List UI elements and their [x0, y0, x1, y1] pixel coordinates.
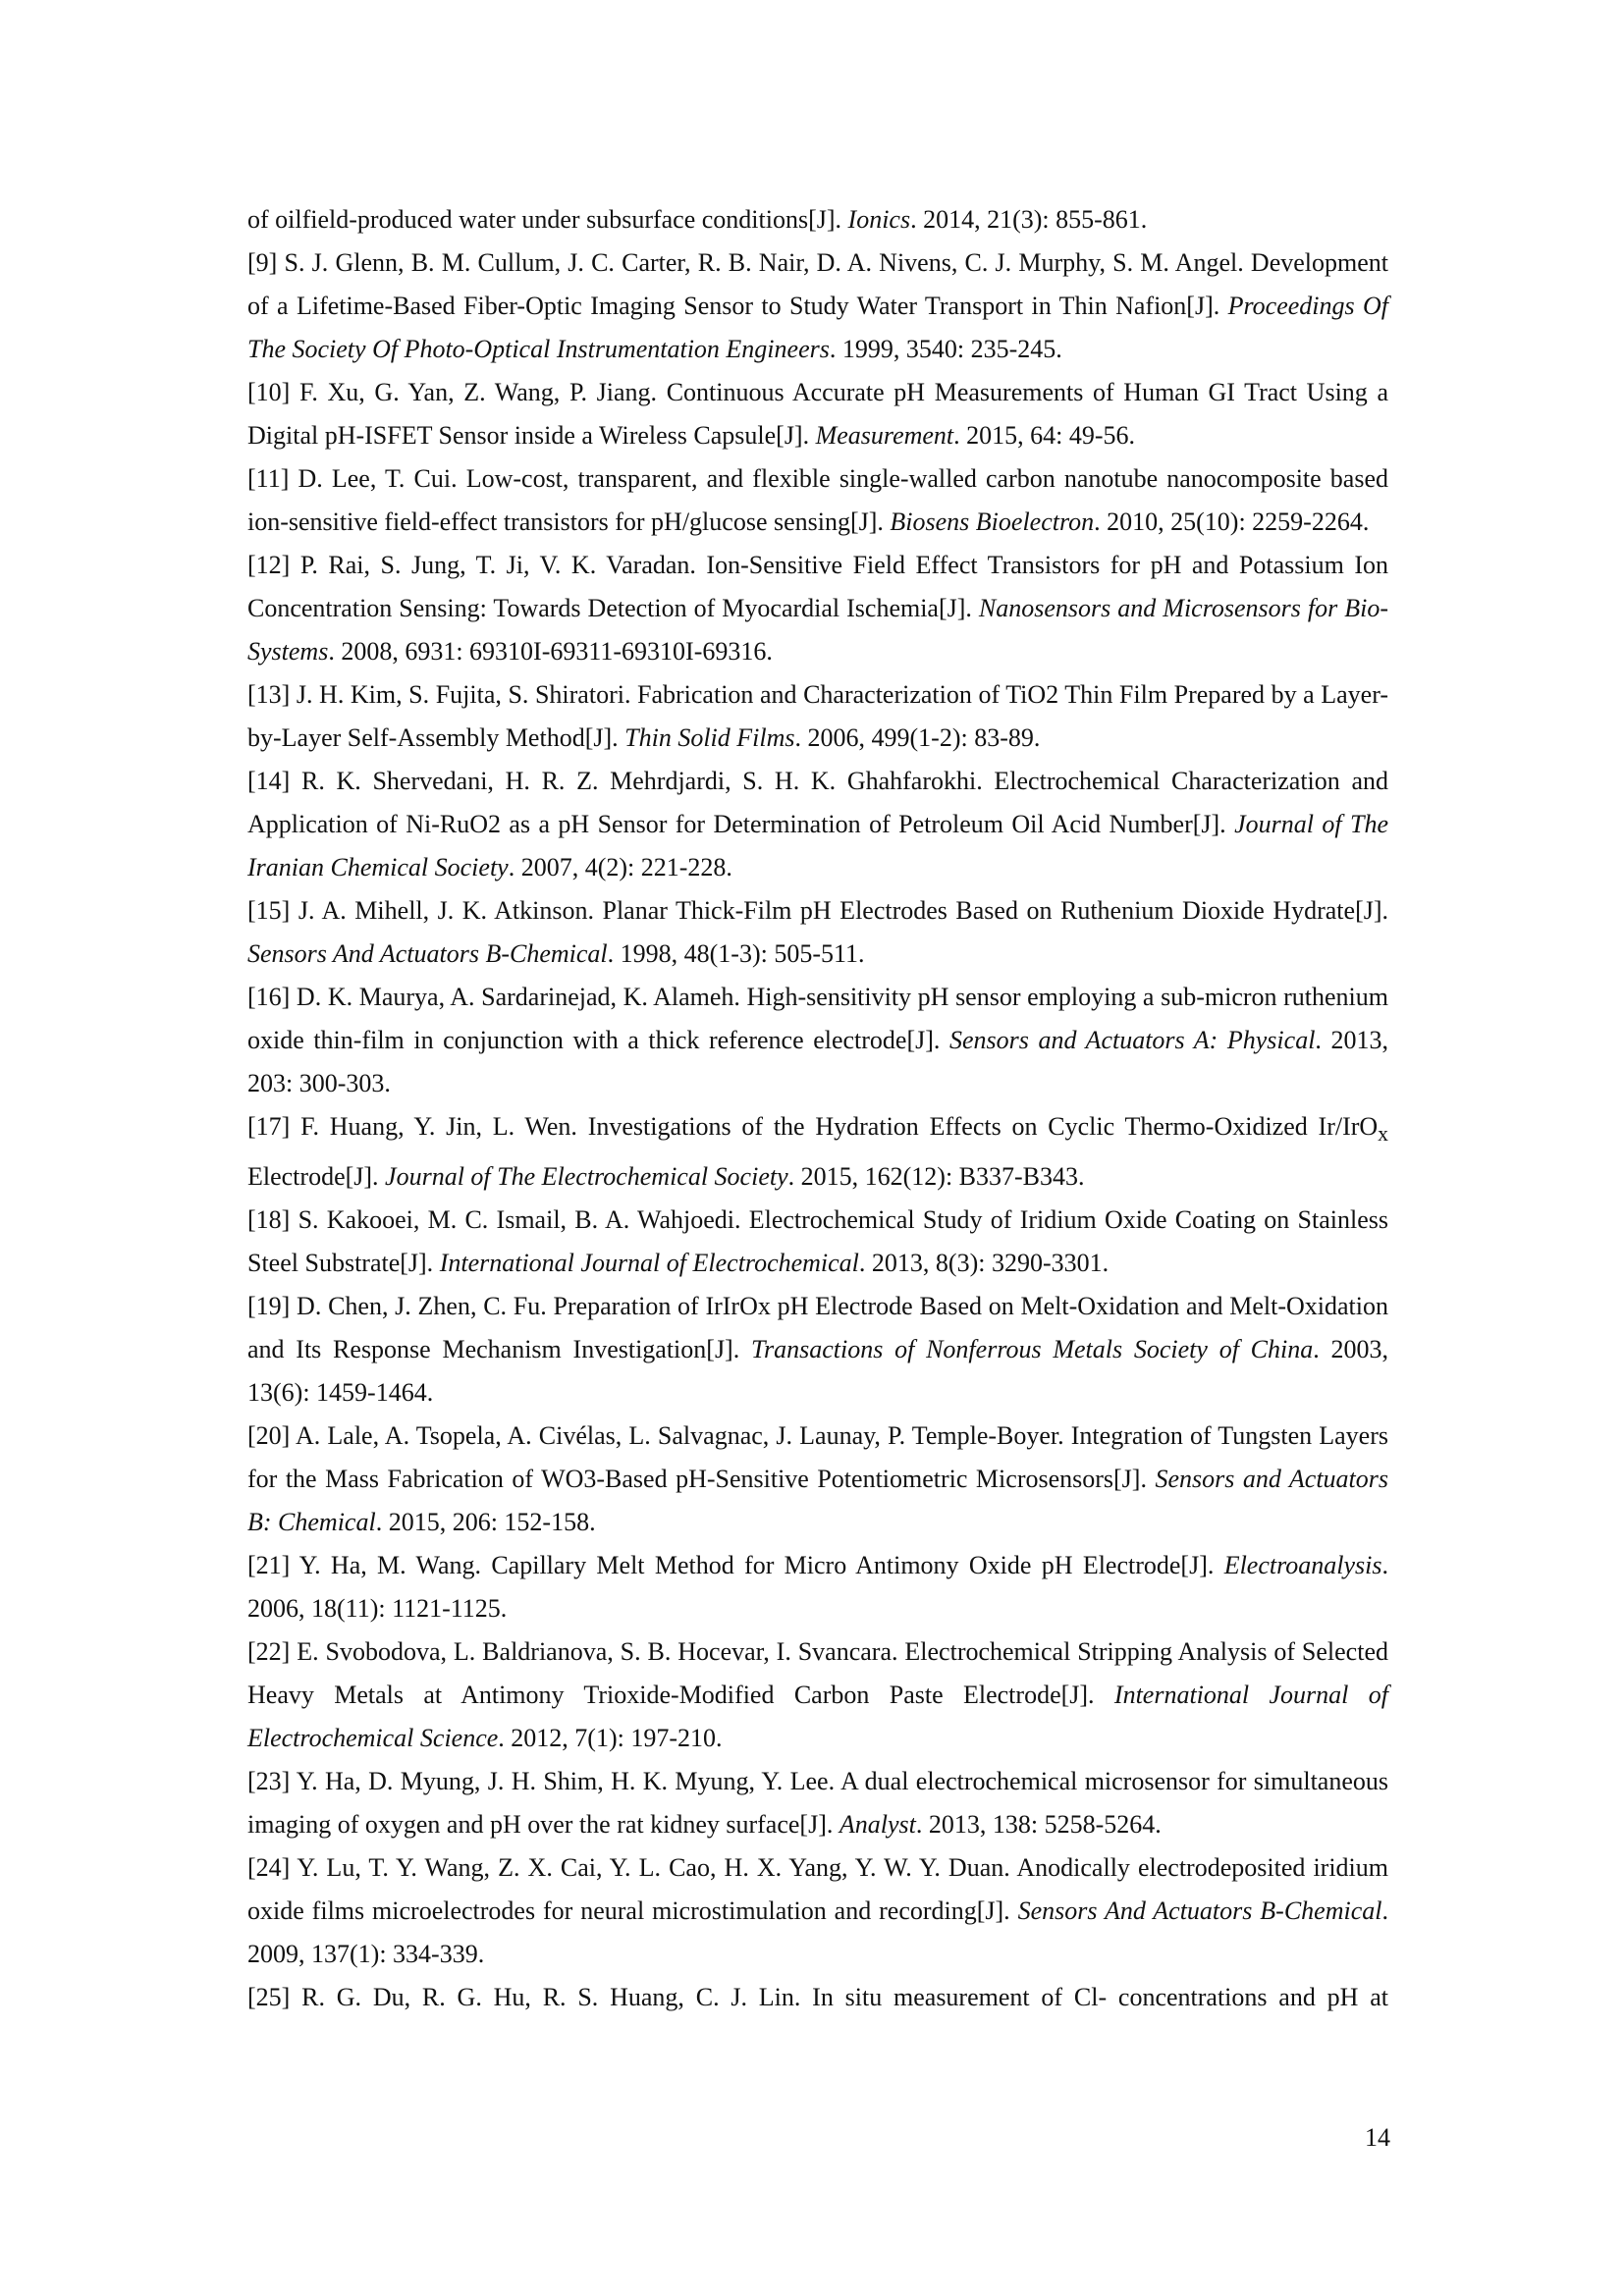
journal-title: International Journal of Electrochemical	[439, 1249, 859, 1278]
reference-entry: [15] J. A. Mihell, J. K. Atkinson. Planar Thick-Film pH Electrodes Based on Ruthenium Dioxide Hydrate[J]. Sensors And Actuators B-Chemical. 1998, 48(1-3): 505-511.	[247, 896, 1388, 968]
journal-title: Thin Solid Films	[624, 723, 795, 752]
reference-entry: [22] E. Svobodova, L. Baldrianova, S. B. Hocevar, I. Svancara. Electrochemical Stripping Analysis of Selected Heavy Metals at Antimony Trioxide-Modified Carbon Paste Electrode[J]. International Journal of Electrochemical Science. 2012, 7(1): 197-210.	[247, 1637, 1388, 1753]
reference-list	[247, 198, 1388, 2019]
reference-entry: [21] Y. Ha, M. Wang. Capillary Melt Method for Micro Antimony Oxide pH Electrode[J]. Electroanalysis. 2006, 18(11): 1121-1125.	[247, 1551, 1388, 1624]
reference-entry: [16] D. K. Maurya, A. Sardarinejad, K. Alameh. High-sensitivity pH sensor employing a sub-micron ruthenium oxide thin-film in conjunction with a thick reference electrode[J]. Sensors and Actuators A: Physical. 2013, 203: 300-303.	[247, 983, 1388, 1097]
journal-title: Sensors And Actuators B-Chemical	[1017, 1896, 1382, 1926]
reference-entry: [14] R. K. Shervedani, H. R. Z. Mehrdjardi, S. H. K. Ghahfarokhi. Electrochemical Characterization and Application of Ni-RuO2 as a pH Sensor for Determination of Petroleum Oil Acid Number[J]. Journal of The Iranian Chemical Society. 2007, 4(2): 221-228.	[247, 767, 1388, 881]
page-number: 14	[1365, 2123, 1390, 2152]
reference-entry: [10] F. Xu, G. Yan, Z. Wang, P. Jiang. Continuous Accurate pH Measurements of Human GI Tract Using a Digital pH-ISFET Sensor inside a Wireless Capsule[J]. Measurement. 2015, 64: 49-56.	[247, 378, 1388, 450]
journal-title: Journal of The Iranian Chemical Society	[247, 810, 1388, 881]
reference-entry: [23] Y. Ha, D. Myung, J. H. Shim, H. K. Myung, Y. Lee. A dual electrochemical microsensor for simultaneous imaging of oxygen and pH over the rat kidney surface[J]. Analyst. 2013, 138: 5258-5264.	[247, 1767, 1388, 1840]
reference-entry: of oilfield-produced water under subsurface conditions[J]. Ionics. 2014, 21(3): 855-861.	[247, 205, 1148, 234]
journal-title: Measurement	[815, 421, 954, 450]
reference-entry: [17] F. Huang, Y. Jin, L. Wen. Investigations of the Hydration Effects on Cyclic Thermo-Oxidized Ir/IrO$_x$ Electrode[J]. Journal of The Electrochemical Society. 2015, 162(12): B337-B343.	[247, 1112, 1388, 1192]
journal-title: International Journal of Electrochemical Science	[247, 1681, 1388, 1753]
reference-entry: [12] P. Rai, S. Jung, T. Ji, V. K. Varadan. Ion-Sensitive Field Effect Transistors for pH and Potassium Ion Concentration Sensing: Towards Detection of Myocardial Ischemia[J]. Nanosensors and Microsensors for Bio-Systems. 2008, 6931: 69310I-69311-69310I-69316.	[247, 551, 1388, 666]
reference-entry: [11] D. Lee, T. Cui. Low-cost, transparent, and flexible single-walled carbon nanotube nanocomposite based ion-sensitive field-effect transistors for pH/glucose sensing[J]. Biosens Bioelectron. 2010, 25(10): 2259-2264.	[247, 464, 1388, 536]
journal-title: Analyst	[839, 1810, 916, 1840]
subscript: x	[1378, 1122, 1388, 1147]
journal-title: Sensors And Actuators B-Chemical	[247, 939, 608, 968]
journal-title: Sensors and Actuators A: Physical	[948, 1026, 1316, 1054]
journal-title: Proceedings Of The Society Of Photo-Optical Instrumentation Engineers	[247, 292, 1389, 363]
journal-title: Transactions of Nonferrous Metals Society of China	[750, 1335, 1314, 1364]
journal-title: Ionics	[847, 205, 911, 234]
reference-entry: [13] J. H. Kim, S. Fujita, S. Shiratori. Fabrication and Characterization of TiO2 Thin Film Prepared by a Layer-by-Layer Self-Assembly Method[J]. Thin Solid Films. 2006, 499(1-2): 83-89.	[247, 680, 1388, 752]
journal-title: Journal of The Electrochemical Society	[385, 1162, 788, 1192]
reference-entry: [24] Y. Lu, T. Y. Wang, Z. X. Cai, Y. L. Cao, H. X. Yang, Y. W. Y. Duan. Anodically electrodeposited iridium oxide films microelectrodes for neural microstimulation and recording[J]. Sensors And Actuators B-Chemical. 2009, 137(1): 334-339.	[247, 1853, 1388, 1969]
reference-entry: [25] R. G. Du, R. G. Hu, R. S. Huang, C. J. Lin. In situ measurement of Cl- concentrations and pH at	[247, 1983, 1388, 2012]
journal-title: Sensors and Actuators B: Chemical	[247, 1465, 1388, 1537]
reference-entry: [18] S. Kakooei, M. C. Ismail, B. A. Wahjoedi. Electrochemical Study of Iridium Oxide Coating on Stainless Steel Substrate[J]. International Journal of Electrochemical. 2013, 8(3): 3290-3301.	[247, 1205, 1388, 1278]
journal-title: Electroanalysis	[1223, 1551, 1382, 1580]
reference-entry: [20] A. Lale, A. Tsopela, A. Civélas, L. Salvagnac, J. Launay, P. Temple-Boyer. Integration of Tungsten Layers for the Mass Fabrication of WO3-Based pH-Sensitive Potentiometric Microsensors[J]. Sensors and Actuators B: Chemical. 2015, 206: 152-158.	[247, 1421, 1388, 1537]
journal-title: Nanosensors and Microsensors for Bio-Systems	[247, 594, 1388, 666]
journal-title: Biosens Bioelectron	[890, 507, 1095, 536]
reference-entry: [19] D. Chen, J. Zhen, C. Fu. Preparation of IrIrOx pH Electrode Based on Melt-Oxidation and Melt-Oxidation and Its Response Mechanism Investigation[J]. Transactions of Nonferrous Metals Society of China. 2003, 13(6): 1459-1464.	[247, 1292, 1389, 1408]
reference-entry: [9] S. J. Glenn, B. M. Cullum, J. C. Carter, R. B. Nair, D. A. Nivens, C. J. Murphy, S. M. Angel. Development of a Lifetime-Based Fiber-Optic Imaging Sensor to Study Water Transport in Thin Nafion[J]. Proceedings Of The Society Of Photo-Optical Instrumentation Engineers. 1999, 3540: 235-245.	[247, 248, 1389, 363]
